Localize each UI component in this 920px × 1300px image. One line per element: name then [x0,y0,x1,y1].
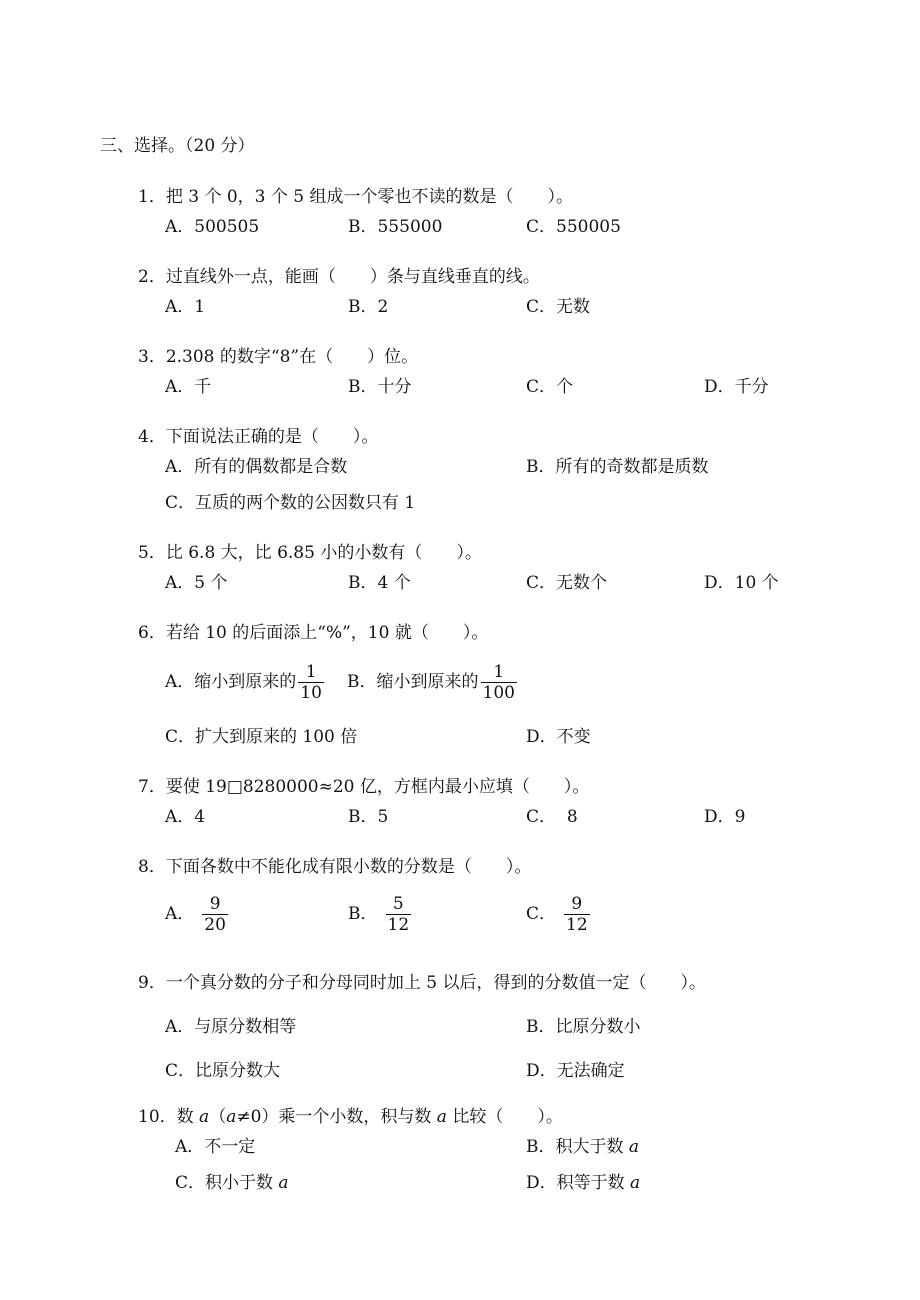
question-3-option-d: D．千分 [704,377,769,397]
fraction-denominator: 12 [387,915,410,935]
stem-text: 比较（ ）。 [446,1107,563,1127]
question-9-option-b: B．比原分数小 [526,1017,641,1037]
question-3-option-b: B．十分 [348,377,412,397]
question-7-stem: 7．要使 19□8280000≈20 亿，方框内最小应填（ ）。 [138,777,590,797]
fraction-numerator: 1 [493,662,505,682]
fraction-denominator: 10 [300,683,322,703]
question-10-option-d [526,1172,640,1194]
question-4-stem: 4．下面说法正确的是（ ）。 [138,427,379,447]
option-label: D．积等于数 [526,1173,631,1193]
option-label: C． [526,904,557,924]
question-6-option-a [165,660,326,704]
question-4-option-c: C．互质的两个数的公因数只有 1 [165,493,416,513]
fraction-numerator: 9 [571,894,583,914]
question-2-option-a: A．1 [165,297,206,317]
fraction [481,662,517,703]
question-7-option-d: D．9 [704,807,746,827]
question-4-option-a: A．所有的偶数都是合数 [165,457,348,477]
question-2-option-c: C．无数 [526,297,591,317]
variable-a: a [226,1107,237,1127]
question-7-option-b: B．5 [348,807,389,827]
option-label: B．积大于数 [526,1137,629,1157]
fraction [298,662,324,703]
question-10-option-b [526,1136,639,1158]
fraction [564,894,590,935]
question-6-option-c: C．扩大到原来的 100 倍 [165,727,358,747]
question-7-option-a: A．4 [165,807,206,827]
question-5-stem: 5．比 6.8 大，比 6.85 小的小数有（ ）。 [138,543,482,563]
variable-a: a [628,1137,640,1157]
section-title: 三、选择。（20 分） [100,136,255,156]
fraction-numerator: 9 [209,894,221,914]
fraction-denominator: 20 [204,915,226,935]
question-1-option-c: C．550005 [526,217,621,237]
question-4-option-b: B．所有的奇数都是质数 [526,457,709,477]
fraction-denominator: 12 [566,915,588,935]
question-8-option-b [348,892,413,936]
question-2-option-b: B．2 [348,297,389,317]
question-9-option-a: A．与原分数相等 [165,1017,297,1037]
question-3-option-a: A．千 [165,377,212,397]
question-9-option-c: C．比原分数大 [165,1061,281,1081]
option-label: B． [348,904,378,924]
question-10-stem [138,1106,563,1128]
question-1-option-a: A．500505 [165,217,260,237]
stem-text: （ [209,1107,227,1127]
option-label: C．积小于数 [175,1173,279,1193]
variable-a: a [436,1107,447,1127]
fraction [202,894,228,935]
question-8-option-a [165,892,230,936]
question-9-option-d: D．无法确定 [526,1061,625,1081]
option-label: A． [165,904,195,924]
question-8-option-c [526,892,592,936]
question-5-option-c: C．无数个 [526,573,608,593]
stem-text: 10．数 [138,1107,200,1127]
fraction-denominator: 100 [482,683,515,703]
fraction [386,894,412,935]
stem-text: ≠0）乘一个小数，积与数 [236,1107,437,1127]
question-3-stem: 3．2.308 的数字“8”在（ ）位。 [138,347,419,367]
question-5-option-a: A．5 个 [165,573,228,593]
variable-a: a [278,1173,289,1193]
fraction-numerator: 5 [392,894,404,914]
question-6-option-d: D．不变 [526,727,591,747]
question-3-option-c: C．个 [526,377,574,397]
question-9-stem: 9．一个真分数的分子和分母同时加上 5 以后，得到的分数值一定（ ）。 [138,973,706,993]
question-8-stem: 8．下面各数中不能化成有限小数的分数是（ ）。 [138,857,532,877]
question-1-option-b: B．555000 [348,217,443,237]
variable-a: a [199,1107,210,1127]
question-2-stem: 2．过直线外一点，能画（ ）条与直线垂直的线。 [138,267,540,287]
fraction-numerator: 1 [305,662,317,682]
option-label: A．缩小到原来的 [165,672,297,692]
question-6-option-b [347,660,519,704]
option-label: B．缩小到原来的 [347,672,479,692]
question-6-stem: 6．若给 10 的后面添上“%”，10 就（ ）。 [138,623,489,643]
question-7-option-c: C． 8 [526,807,578,827]
question-1-stem: 1．把 3 个 0，3 个 5 组成一个零也不读的数是（ ）。 [138,187,574,207]
question-5-option-d: D．10 个 [704,573,779,593]
question-10-option-c [175,1172,289,1194]
variable-a: a [630,1173,641,1193]
question-10-option-a: A．不一定 [175,1137,256,1157]
question-5-option-b: B．4 个 [348,573,411,593]
